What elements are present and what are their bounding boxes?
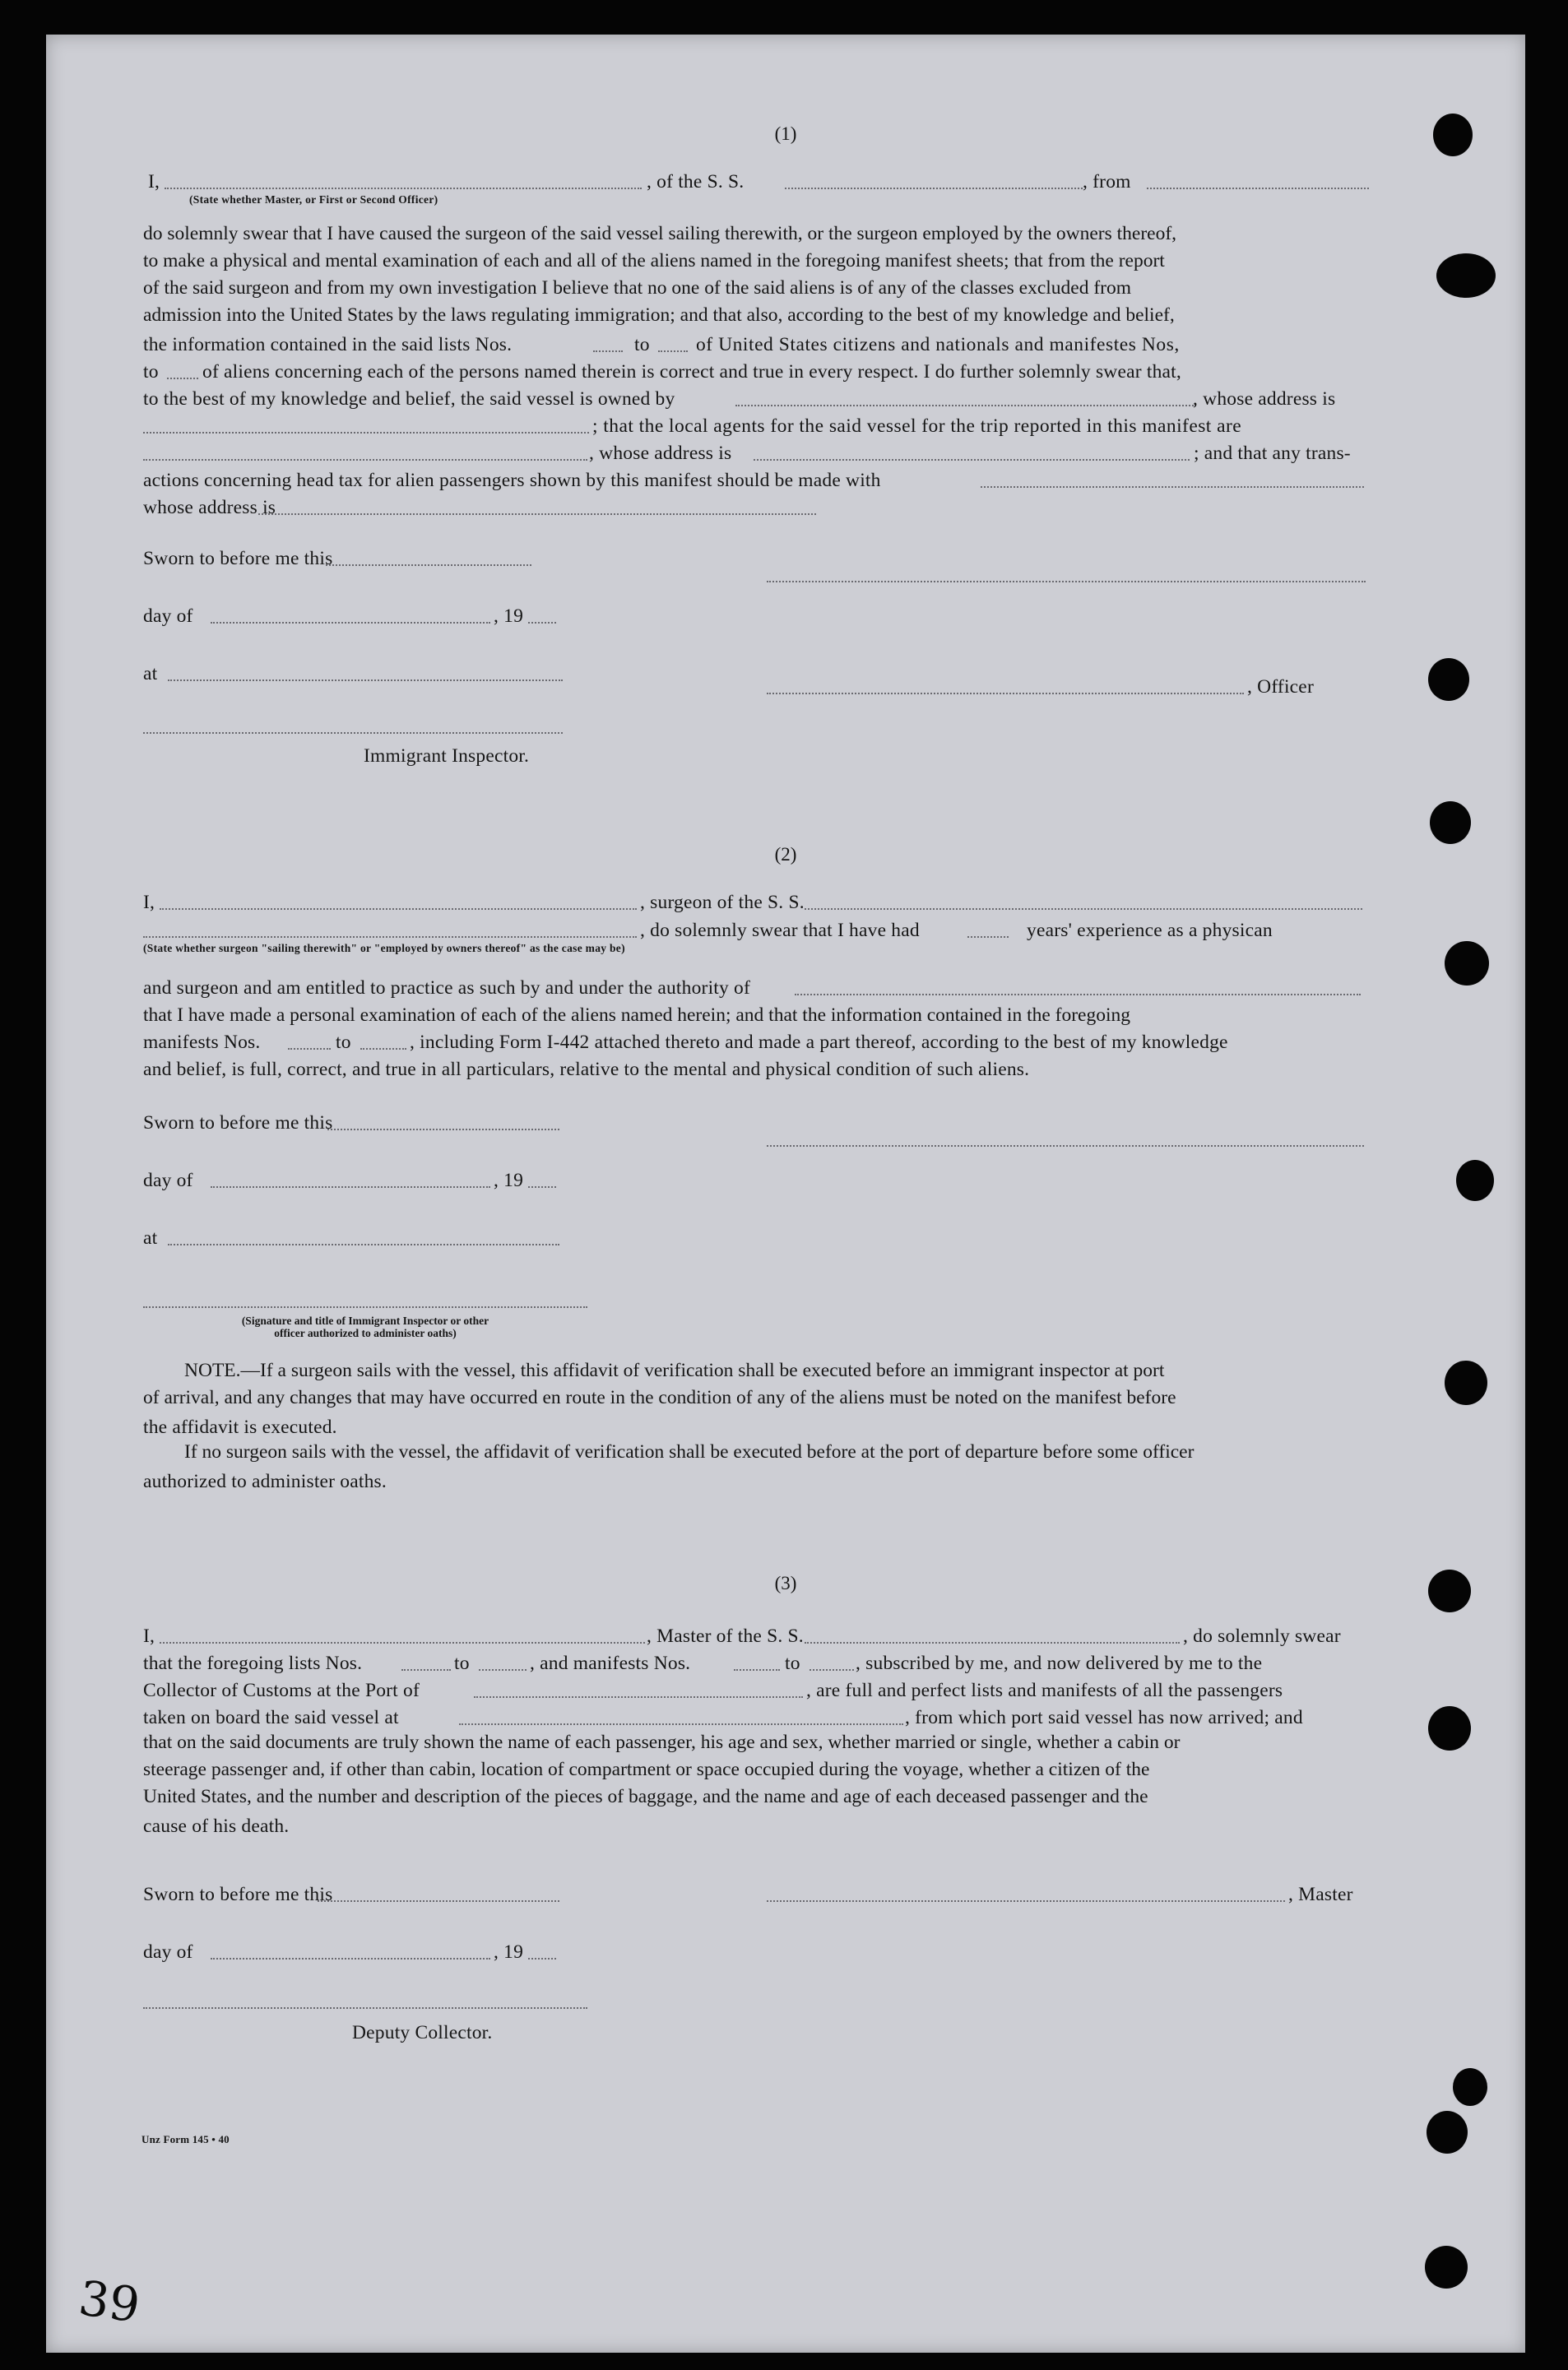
s3-sworn-line	[318, 1900, 559, 1902]
s2-signature-note-line-2: officer authorized to administer oaths)	[274, 1327, 457, 1339]
s1-body-line-2: to make a physical and mental examination of each and all of the aliens named in the foregoing manifest sheets; that from the report	[143, 250, 1165, 271]
punch-hole-icon	[1436, 253, 1496, 298]
s1-whose-address: , whose address is	[1193, 388, 1336, 410]
s1-body-line-1: do solemnly swear that I have caused the surgeon of the said vessel sailing therewith, or the surgeon employed by the owners thereof,	[143, 223, 1177, 244]
s1-head-tax: actions concerning head tax for alien passengers shown by this manifest should be made with	[143, 470, 881, 491]
s2-inspector-sign-line	[143, 1306, 587, 1308]
s3-day-line	[211, 1958, 490, 1960]
s3-taken-at-line	[459, 1723, 903, 1725]
s1-lists-to-line	[658, 350, 688, 352]
s2-note-line-2: of arrival, and any changes that may have occurred en route in the condition of any of the aliens must be noted on the manifest before	[143, 1387, 1176, 1408]
s2-swear-had: , do solemnly swear that I have had	[640, 920, 920, 941]
s3-to: to	[454, 1653, 470, 1674]
s3-port-line	[474, 1696, 803, 1698]
s2-surgeon-sign-line	[767, 1145, 1364, 1147]
s3-full-lists: , are full and perfect lists and manifests of all the passengers	[806, 1680, 1283, 1701]
s1-from: , from	[1083, 171, 1131, 192]
s1-agents-address-line	[754, 459, 1190, 461]
s2-line-blank	[143, 936, 637, 938]
s3-body-line-3: United States, and the number and description of the pieces of baggage, and the name and age of each deceased passenger and the	[143, 1786, 1148, 1807]
s3-collector: Collector of Customs at the Port of	[143, 1680, 420, 1701]
s1-whose-address-3: whose address is	[143, 497, 276, 518]
s3-swear: , do solemnly swear	[1183, 1626, 1341, 1647]
s2-signature-note	[143, 1315, 587, 1339]
s1-body-line-4: admission into the United States by the laws regulating immigration; and that also, according to the best of my knowledge and belief,	[143, 304, 1175, 326]
s1-lead: I,	[148, 171, 160, 192]
s1-lists-b: of United States citizens and nationals and manifestes Nos,	[696, 334, 1180, 355]
s1-year-line	[528, 622, 556, 624]
section-3-number: (3)	[774, 1573, 797, 1593]
s1-agents-line	[143, 459, 587, 461]
s3-lead: I,	[143, 1626, 155, 1647]
s2-to: to	[336, 1032, 351, 1053]
s2-authority: and surgeon and am entitled to practice as such by and under the authority of	[143, 977, 751, 999]
s2-manifests: manifests Nos.	[143, 1032, 261, 1053]
s2-signature-note-line-1: (Signature and title of Immigrant Inspector or other	[241, 1315, 489, 1327]
s3-lists-from-line	[401, 1669, 451, 1671]
s2-sworn: Sworn to before me this	[143, 1112, 333, 1134]
s2-sworn-line	[327, 1129, 559, 1130]
s1-year: , 19	[494, 605, 524, 627]
s1-aliens-to: to	[143, 361, 159, 383]
s3-year: , 19	[494, 1941, 524, 1963]
s2-surgeon-note: (State whether surgeon "sailing therewith" or "employed by owners thereof" as the case may be)	[143, 942, 625, 954]
s1-body-line-3: of the said surgeon and from my own investigation I believe that no one of the said aliens is of any of the classes excluded from	[143, 277, 1132, 299]
s3-year-line	[528, 1958, 556, 1960]
s3-taken-on: taken on board the said vessel at	[143, 1707, 399, 1728]
s2-at-line	[168, 1244, 559, 1245]
s3-and-manifests: , and manifests Nos.	[530, 1653, 691, 1674]
s3-from-which: , from which port said vessel has now arrived; and	[905, 1707, 1303, 1728]
punch-hole-icon	[1433, 114, 1473, 156]
s3-deputy-line	[143, 2007, 587, 2009]
s2-authority-line	[795, 994, 1361, 995]
s3-to2: to	[785, 1653, 800, 1674]
punch-hole-icon	[1428, 1570, 1471, 1612]
s2-note-line-3: the affidavit is executed.	[143, 1417, 337, 1438]
s2-experience: years' experience as a physican	[1027, 920, 1273, 941]
s3-vessel-line	[805, 1642, 1180, 1644]
s1-owner-address-line	[143, 432, 589, 434]
s1-officer-name-line	[165, 188, 642, 189]
s3-lists-to-line	[479, 1669, 527, 1671]
s1-sworn: Sworn to before me this	[143, 548, 333, 569]
s1-lists-a: the information contained in the said lists Nos.	[143, 334, 513, 355]
s1-inspector: Immigrant Inspector.	[364, 745, 530, 767]
s2-manifests-from-line	[288, 1048, 331, 1050]
s3-master-name-line	[160, 1642, 645, 1644]
s2-note2-line-2: authorized to administer oaths.	[143, 1471, 387, 1492]
s2-note-line-1: NOTE.—If a surgeon sails with the vessel, this affidavit of verification shall be executed before an immigrant inspector at port	[184, 1360, 1165, 1381]
s1-head-tax-line	[981, 486, 1364, 488]
s3-master-of: , Master of the S. S.	[647, 1626, 804, 1647]
s2-years-line	[967, 936, 1009, 938]
s1-aliens-line	[167, 378, 198, 379]
s2-vessel-line	[805, 908, 1362, 910]
s1-of-ss: , of the S. S.	[647, 171, 745, 192]
punch-hole-icon	[1456, 1160, 1494, 1201]
section-1-number: (1)	[774, 123, 797, 144]
s3-subscribed: , subscribed by me, and now delivered by me to the	[856, 1653, 1263, 1674]
s2-manifests-to-line	[360, 1048, 406, 1050]
s1-officer: , Officer	[1247, 676, 1314, 698]
s2-day-of: day of	[143, 1170, 193, 1191]
s2-lead: I,	[143, 892, 155, 913]
s1-whose-address-2: , whose address is	[589, 443, 732, 464]
s1-aliens-text: of aliens concerning each of the persons named therein is correct and true in every respect. I do further solemnly swear that,	[202, 361, 1181, 383]
handwritten-mark: 39	[75, 2270, 144, 2334]
section-2-number: (2)	[774, 844, 797, 865]
s3-body-line-4: cause of his death.	[143, 1816, 290, 1837]
s3-deputy: Deputy Collector.	[352, 2022, 493, 2043]
s2-examination: that I have made a personal examination of each of the aliens named herein; and that the information contained in the foregoing	[143, 1004, 1131, 1026]
s3-master: , Master	[1288, 1884, 1353, 1905]
s2-surgeon-name-line	[160, 908, 637, 910]
s3-body-line-2: steerage passenger and, if other than cabin, location of compartment or space occupied during the voyage, whether a citizen of the	[143, 1759, 1150, 1780]
s1-owned-by: to the best of my knowledge and belief, the said vessel is owned by	[143, 388, 675, 410]
s1-day-of: day of	[143, 605, 193, 627]
s3-manifests-to-line	[810, 1669, 854, 1671]
s3-foregoing: that the foregoing lists Nos.	[143, 1653, 363, 1674]
s1-head-tax-address-line	[258, 513, 816, 515]
s2-at: at	[143, 1227, 158, 1249]
s1-at: at	[143, 663, 158, 684]
punch-hole-icon	[1430, 801, 1471, 844]
s2-belief: and belief, is full, correct, and true in all particulars, relative to the mental and physical condition of such aliens.	[143, 1059, 1030, 1080]
s2-surgeon-of: , surgeon of the S. S.	[640, 892, 805, 913]
s1-from-port-line	[1147, 188, 1369, 189]
s3-master-sign-line	[767, 1900, 1285, 1902]
s2-including: , including Form I-442 attached thereto and made a part thereof, according to the best of my knowledge	[410, 1032, 1228, 1053]
s1-day-line	[211, 622, 490, 624]
s1-any-trans: ; and that any trans-	[1194, 443, 1351, 464]
punch-hole-icon	[1445, 1361, 1487, 1405]
s3-manifests-from-line	[734, 1669, 780, 1671]
form-page	[46, 35, 1525, 2353]
s3-day-of: day of	[143, 1941, 193, 1963]
s1-title-note: (State whether Master, or First or Second Officer)	[189, 193, 438, 206]
s2-note2-line-1: If no surgeon sails with the vessel, the affidavit of verification shall be executed before at the port of departure before some officer	[184, 1441, 1195, 1463]
s2-day-line	[211, 1186, 490, 1188]
s1-master-sign-line	[767, 581, 1366, 582]
s2-year-line	[528, 1186, 556, 1188]
punch-hole-icon	[1428, 1706, 1471, 1751]
punch-hole-icon	[1428, 658, 1469, 701]
s1-at-line	[168, 679, 563, 681]
s1-inspector-line	[143, 732, 563, 734]
punch-hole-icon	[1425, 2246, 1468, 2289]
punch-hole-icon	[1453, 2068, 1487, 2106]
s1-owner-line	[735, 405, 1196, 406]
s2-year: , 19	[494, 1170, 524, 1191]
form-number: Unz Form 145 • 40	[141, 2133, 230, 2145]
s1-lists-to: to	[634, 334, 650, 355]
s1-sworn-line	[326, 564, 531, 566]
s1-lists-from-line	[593, 350, 623, 352]
s1-local-agents: ; that the local agents for the said vessel for the trip reported in this manifest are	[592, 415, 1242, 437]
s1-officer-line	[767, 693, 1244, 694]
punch-hole-icon	[1427, 2111, 1468, 2154]
punch-hole-icon	[1445, 941, 1489, 986]
s3-sworn: Sworn to before me this	[143, 1884, 333, 1905]
s1-vessel-name-line	[785, 188, 1083, 189]
s3-body-line-1: that on the said documents are truly shown the name of each passenger, his age and sex, whether married or single, whether a cabin or	[143, 1732, 1181, 1753]
